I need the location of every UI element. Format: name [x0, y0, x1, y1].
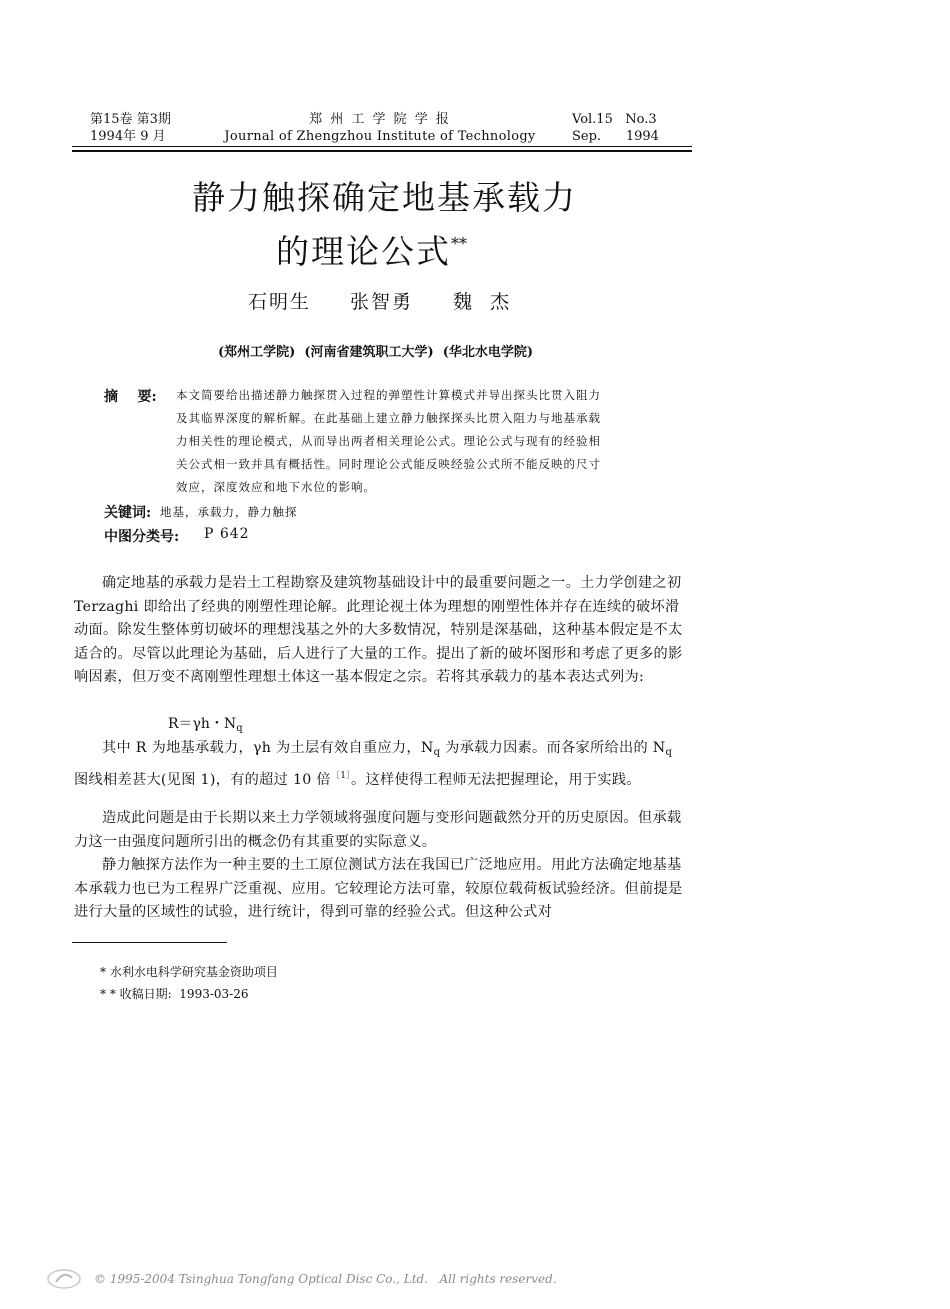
affiliations: (郑州工学院) (河南省建筑职工大学) (华北水电学院) [218, 345, 534, 360]
header-rule-thick [72, 150, 692, 152]
author-1: 石明生 [248, 291, 312, 313]
abstract-line: 力相关性的理论模式，从而导出两者相关理论公式。理论公式与现有的经验相 [176, 434, 601, 448]
body-paragraph-2: 其中 R 为地基承载力，γh 为土层有效自重应力，$N_q$ 为承载力因素。而各家所给出的 $N_q$ 图线相差甚大(见图 1)，有的超过 10 倍$^{〔1〕}$。这样使得工程师无法把握理论，用于实践。 [74, 740, 673, 788]
copyright-notice: © 1995-2004 Tsinghua Tongfang Optical Disc Co., Ltd. All rights reserved. [94, 1272, 557, 1286]
keywords-label: 关键词: [104, 505, 152, 521]
author-2: 张智勇 [350, 291, 414, 313]
keywords-text: 地基，承载力，静力触探 [160, 505, 298, 519]
footnote-rule [72, 942, 227, 943]
abstract-label: 摘 要: [104, 389, 157, 405]
date-cn: 1994年 9 月 [90, 129, 166, 144]
abstract-line: 关公式相一致并具有概括性。同时理论公式能反映经验公式所不能反映的尺寸 [176, 457, 601, 471]
header-rule-thin [72, 146, 692, 147]
journal-title-cn: 郑 州 工 学 院 学 报 [309, 112, 451, 127]
abstract-line: 本文简要给出描述静力触探贯入过程的弹塑性计算模式并导出探头比贯入阻力 [176, 388, 601, 402]
publisher-logo-icon [46, 1268, 82, 1293]
paper-title-line2: 的理论公式** [276, 232, 467, 271]
body-paragraph-4: 静力触探方法作为一种主要的土工原位测试方法在我国已广泛地应用。用此方法确定地基基本承载力也已为工程界广泛重视、应用。它较理论方法可靠，较原位载荷板试验经济。但前提是进行大量的区域性的试验，进行统计，得到可靠的经验公式。但这种公式对 [74, 857, 683, 920]
abstract-line: 效应，深度效应和地下水位的影响。 [176, 480, 376, 494]
journal-title-en: Journal of Zhengzhou Institute of Technology [224, 129, 536, 144]
body-paragraph-3: 造成此问题是由于长期以来土力学领域将强度问题与变形问题截然分开的历史原因。但承载力这一由强度问题所引出的概念仍有其重要的实际意义。 [74, 810, 682, 850]
volume-issue-en: Vol.15 No.3 [572, 112, 657, 127]
title-footnote-mark: ** [451, 234, 467, 253]
citation-ref: 〔1〕 [330, 770, 352, 781]
abstract-body [176, 384, 656, 499]
paper-title-line1: 静力触探确定地基承载力 [192, 178, 577, 217]
footnote-2: * * 收稿日期: 1993-03-26 [100, 987, 249, 1001]
classification-value: P 642 [204, 526, 250, 542]
author-3: 魏 杰 [453, 291, 512, 313]
date-en: Sep. 1994 [572, 129, 659, 144]
classification-label: 中图分类号: [104, 529, 180, 545]
formula: R＝γh・$N_q$ [168, 716, 243, 734]
body-paragraph-1: 确定地基的承载力是岩土工程勘察及建筑物基础设计中的最重要问题之一。土力学创建之初 Terzaghi 即给出了经典的刚塑性理论解。此理论视土体为理想的刚塑性体并存在连续的破坏滑动面。除发生整体剪切破坏的理想浅基之外的大多数情况，特别是深基础，这种基本假定是不太适合的。尽管以此理论为基础，后人进行了大量的工作。提出了新的破坏图形和考虑了更多的影响因素，但万变不离刚塑性理想土体这一基本假定之宗。若将其承载力的基本表达式列为: [74, 575, 683, 685]
volume-issue-cn: 第15卷 第3期 [90, 112, 171, 127]
abstract-line: 及其临界深度的解析解。在此基础上建立静力触探探头比贯入阻力与地基承载 [176, 411, 601, 425]
footnote-1: * 水利水电科学研究基金资助项目 [100, 965, 278, 979]
